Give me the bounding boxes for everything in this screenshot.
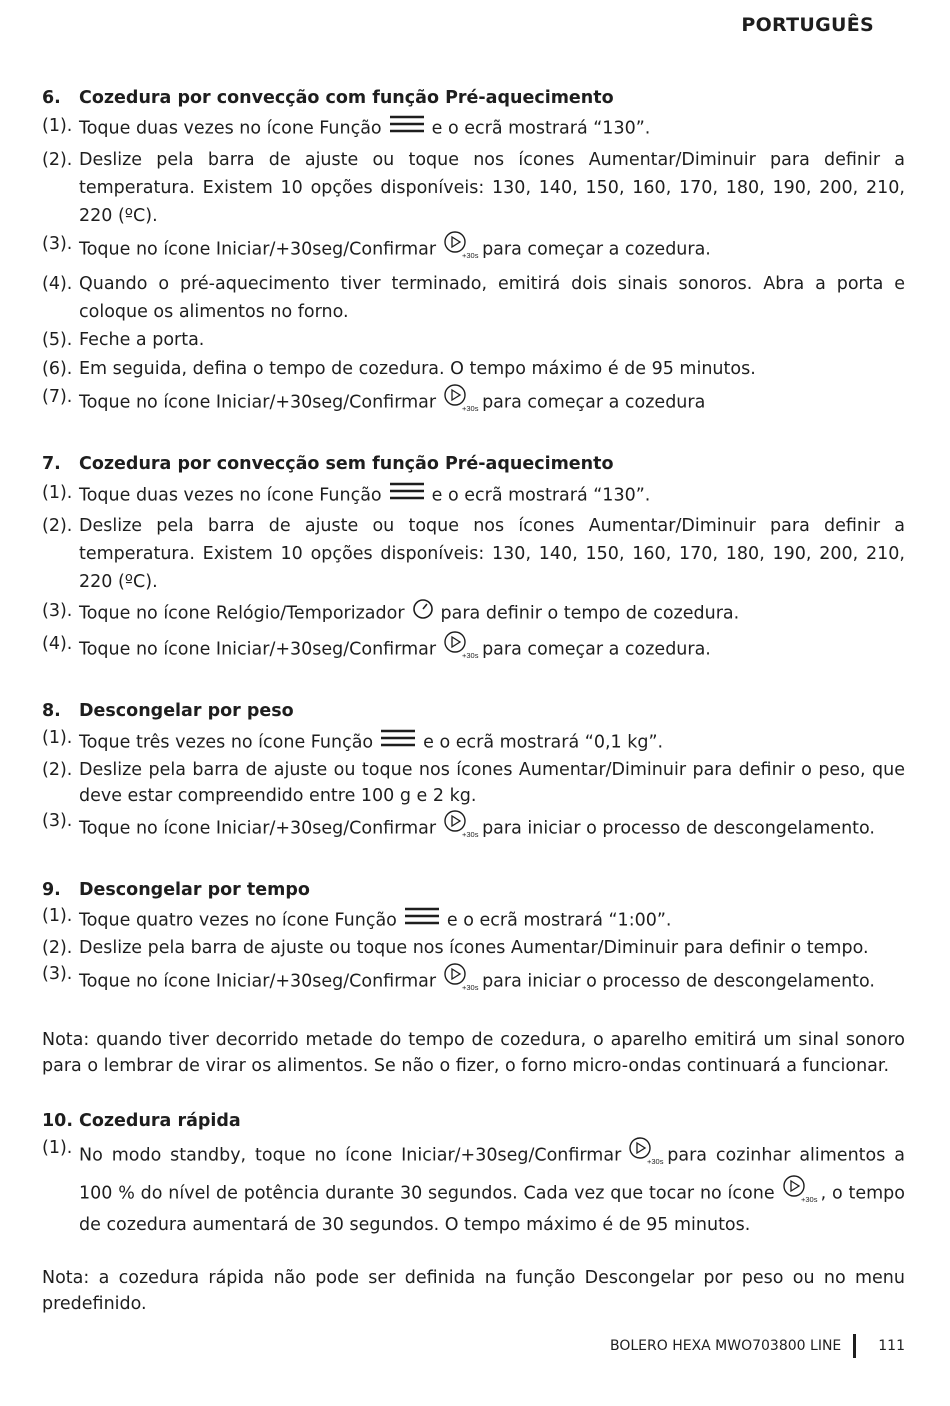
- step-text: [79, 630, 905, 669]
- instruction-section: [42, 450, 905, 669]
- clock-icon-wrap: [411, 597, 435, 630]
- step-text: [79, 146, 905, 231]
- instruction-step: [42, 326, 905, 354]
- step-number: (2).: [42, 149, 73, 170]
- section-title: Cozedura rápida: [79, 1111, 241, 1132]
- step-text: [79, 230, 905, 269]
- step-text-part: Deslize pela barra de ajuste ou toque nos ícones Aumentar/Diminuir para definir a temperatura. Existem 10 opções disponíveis: 130, 140, 150, 160, 170, 180, 190, 200, 210, 220 (ºC).: [79, 515, 905, 593]
- start-30s-icon: [627, 1136, 664, 1166]
- step-text-part: No modo standby, toque no ícone Iniciar/+30seg/Confirmar: [79, 1144, 622, 1165]
- instruction-step: [42, 270, 905, 327]
- step-text-part: Toque duas vezes no ícone Função: [79, 485, 382, 506]
- step-number: (6).: [42, 358, 73, 379]
- step-text-part: Deslize pela barra de ajuste ou toque nos ícones Aumentar/Diminuir para definir a temperatura. Existem 10 opções disponíveis: 130, 140, 150, 160, 170, 180, 190, 200, 210, 220 (ºC).: [79, 149, 905, 227]
- start-30s-icon-label: +30s: [462, 651, 479, 661]
- step-text-part: para começar a cozedura.: [482, 639, 711, 660]
- menu-icon-wrap: [388, 112, 426, 145]
- start-30s-icon-label: +30s: [462, 830, 479, 840]
- step-text-part: Toque quatro vezes no ícone Função: [79, 910, 397, 931]
- step-text: [79, 597, 905, 630]
- start-30s-icon-wrap: [442, 809, 479, 848]
- step-text-part: Toque três vezes no ícone Função: [79, 731, 374, 752]
- step-text: [79, 383, 905, 422]
- start-30s-icon: [781, 1174, 818, 1205]
- menu-icon: [403, 904, 441, 928]
- instruction-step: [42, 512, 905, 597]
- instruction-step: [42, 630, 905, 669]
- step-text: [79, 479, 905, 512]
- step-text: [79, 270, 905, 327]
- step-text-part: Toque no ícone Iniciar/+30seg/Confirmar: [79, 818, 437, 839]
- start-30s-icon-label: +30s: [462, 251, 479, 261]
- instruction-step: [42, 1136, 905, 1239]
- start-30s-icon: [442, 809, 479, 840]
- step-text: [79, 809, 905, 848]
- step-number: (3).: [42, 600, 73, 621]
- instruction-step: [42, 479, 905, 512]
- menu-icon-wrap: [403, 904, 441, 937]
- instruction-step: [42, 809, 905, 848]
- step-number: (3).: [42, 811, 73, 832]
- step-text: [79, 726, 905, 759]
- instruction-section: [42, 84, 905, 422]
- step-number: (2).: [42, 938, 73, 959]
- step-number: (2).: [42, 515, 73, 536]
- step-text: [79, 904, 905, 937]
- step-number: (1).: [42, 727, 73, 748]
- step-text-part: Toque duas vezes no ícone Função: [79, 118, 382, 139]
- step-number: (3).: [42, 234, 73, 255]
- start-30s-icon: [442, 630, 479, 661]
- instruction-step: [42, 383, 905, 422]
- section-title: Cozedura por convecção com função Pré-aquecimento: [79, 88, 614, 108]
- step-text: [79, 936, 905, 962]
- section-title: Descongelar por peso: [79, 701, 294, 722]
- section-heading: [42, 450, 905, 478]
- step-number: (4).: [42, 273, 73, 294]
- start-30s-icon-wrap: [442, 383, 479, 422]
- menu-icon: [388, 479, 426, 503]
- step-text-part: Toque no ícone Iniciar/+30seg/Confirmar: [79, 639, 437, 660]
- step-text-part: Em seguida, defina o tempo de cozedura. O tempo máximo é de 95 minutos.: [79, 358, 756, 379]
- section-number: 9.: [42, 879, 61, 900]
- step-text: [79, 512, 905, 597]
- start-30s-icon-label: +30s: [647, 1156, 664, 1166]
- instruction-step: [42, 597, 905, 630]
- step-number: (3).: [42, 963, 73, 984]
- page-footer: [610, 1334, 905, 1358]
- step-text-part: para iniciar o processo de descongelamento.: [482, 971, 875, 992]
- step-text-part: e o ecrã mostrará “1:00”.: [446, 910, 672, 931]
- start-30s-icon: [442, 962, 479, 992]
- section-number: 8.: [42, 701, 61, 722]
- start-30s-icon-label: +30s: [462, 403, 479, 413]
- step-number: (5).: [42, 330, 73, 351]
- menu-icon-wrap: [388, 479, 426, 512]
- section-number: 7.: [42, 454, 61, 475]
- start-30s-icon-wrap: [442, 630, 479, 669]
- clock-icon: [411, 597, 435, 621]
- step-number: (7).: [42, 386, 73, 407]
- start-30s-icon-wrap: [442, 230, 479, 269]
- start-30s-icon-wrap: [442, 962, 479, 1001]
- step-text: [79, 326, 905, 354]
- step-text-part: Deslize pela barra de ajuste ou toque nos ícones Aumentar/Diminuir para definir o tempo.: [79, 938, 869, 959]
- step-text-part: Toque no ícone Iniciar/+30seg/Confirmar: [79, 971, 437, 992]
- step-text-part: para iniciar o processo de descongelamento.: [482, 818, 875, 839]
- page-language-label: PORTUGUÊS: [741, 14, 874, 36]
- step-text-part: Quando o pré-aquecimento tiver terminado, emitirá dois sinais sonoros. Abra a porta e coloque os alimentos no forno.: [79, 273, 905, 323]
- footer-page-number: 111: [878, 1338, 905, 1354]
- start-30s-icon-wrap: [627, 1136, 664, 1175]
- section-number: 6.: [42, 88, 61, 108]
- page-content: [42, 84, 905, 1317]
- start-30s-icon-label: +30s: [800, 1195, 818, 1205]
- section-heading: [42, 876, 905, 904]
- step-text: [79, 355, 905, 383]
- start-30s-icon: [442, 230, 479, 261]
- step-text: [79, 112, 905, 145]
- instruction-step: [42, 962, 905, 1001]
- menu-icon: [388, 112, 426, 136]
- instruction-step: [42, 726, 905, 759]
- step-text-part: Deslize pela barra de ajuste ou toque nos ícones Aumentar/Diminuir para definir o peso, que deve estar compreendido entre 100 g e 2 kg.: [79, 760, 905, 806]
- step-number: (1).: [42, 482, 73, 503]
- step-text-part: e o ecrã mostrará “130”.: [431, 118, 651, 139]
- step-text: [79, 962, 905, 1001]
- step-number: (1).: [42, 905, 73, 926]
- step-number: (1).: [42, 116, 73, 137]
- step-text-part: Toque no ícone Iniciar/+30seg/Confirmar: [79, 392, 437, 413]
- step-number: (2).: [42, 760, 73, 781]
- instruction-step: [42, 112, 905, 145]
- instruction-step: [42, 904, 905, 937]
- section-heading: [42, 697, 905, 725]
- step-number: (1).: [42, 1137, 73, 1158]
- instruction-section: [42, 1107, 905, 1238]
- instruction-step: [42, 230, 905, 269]
- instruction-section: [42, 876, 905, 1001]
- step-text-part: para começar a cozedura.: [482, 240, 711, 261]
- step-text-part: Toque no ícone Relógio/Temporizador: [79, 603, 405, 624]
- start-30s-icon: [442, 383, 479, 413]
- step-text-part: para começar a cozedura: [482, 392, 706, 413]
- instruction-section: [42, 697, 905, 847]
- footer-model: BOLERO HEXA MWO703800 LINE: [609, 1338, 842, 1354]
- note-paragraph: Nota: a cozedura rápida não pode ser definida na função Descongelar por peso ou no menu predefinido.: [42, 1268, 905, 1314]
- step-text-part: para definir o tempo de cozedura.: [440, 603, 740, 624]
- step-text-part: e o ecrã mostrará “130”.: [431, 485, 651, 506]
- instruction-step: [42, 355, 905, 383]
- section-title: Descongelar por tempo: [79, 879, 310, 900]
- section-heading: [42, 1107, 905, 1135]
- start-30s-icon-label: +30s: [462, 982, 479, 992]
- footer-divider: [853, 1334, 856, 1358]
- step-text: [79, 758, 905, 809]
- section-title: Cozedura por convecção sem função Pré-aquecimento: [79, 454, 614, 475]
- step-text-part: para cozinhar alimentos a 100 % do nível de potência durante 30 segundos. Cada vez que tocar no ícone: [79, 1144, 905, 1204]
- start-30s-icon-wrap: [781, 1174, 818, 1213]
- instruction-step: [42, 758, 905, 809]
- step-text-part: e o ecrã mostrará “0,1 kg”.: [423, 731, 664, 752]
- note-paragraph: Nota: quando tiver decorrido metade do tempo de cozedura, o aparelho emitirá um sinal sonoro para o lembrar de virar os alimentos. Se não o fizer, o forno micro-ondas continuará a funcionar.: [42, 1030, 905, 1076]
- step-text-part: Feche a porta.: [79, 330, 205, 351]
- section-heading: [42, 84, 905, 112]
- step-number: (4).: [42, 634, 73, 655]
- step-text-part: Toque no ícone Iniciar/+30seg/Confirmar: [79, 240, 437, 261]
- step-text-part: , o tempo de cozedura aumentará de 30 segundos. O tempo máximo é de 95 minutos.: [79, 1183, 906, 1235]
- section-number: 10.: [42, 1111, 74, 1132]
- menu-icon: [379, 726, 417, 750]
- instruction-step: [42, 936, 905, 962]
- menu-icon-wrap: [379, 726, 417, 759]
- instruction-step: [42, 146, 905, 231]
- step-text: [79, 1136, 905, 1239]
